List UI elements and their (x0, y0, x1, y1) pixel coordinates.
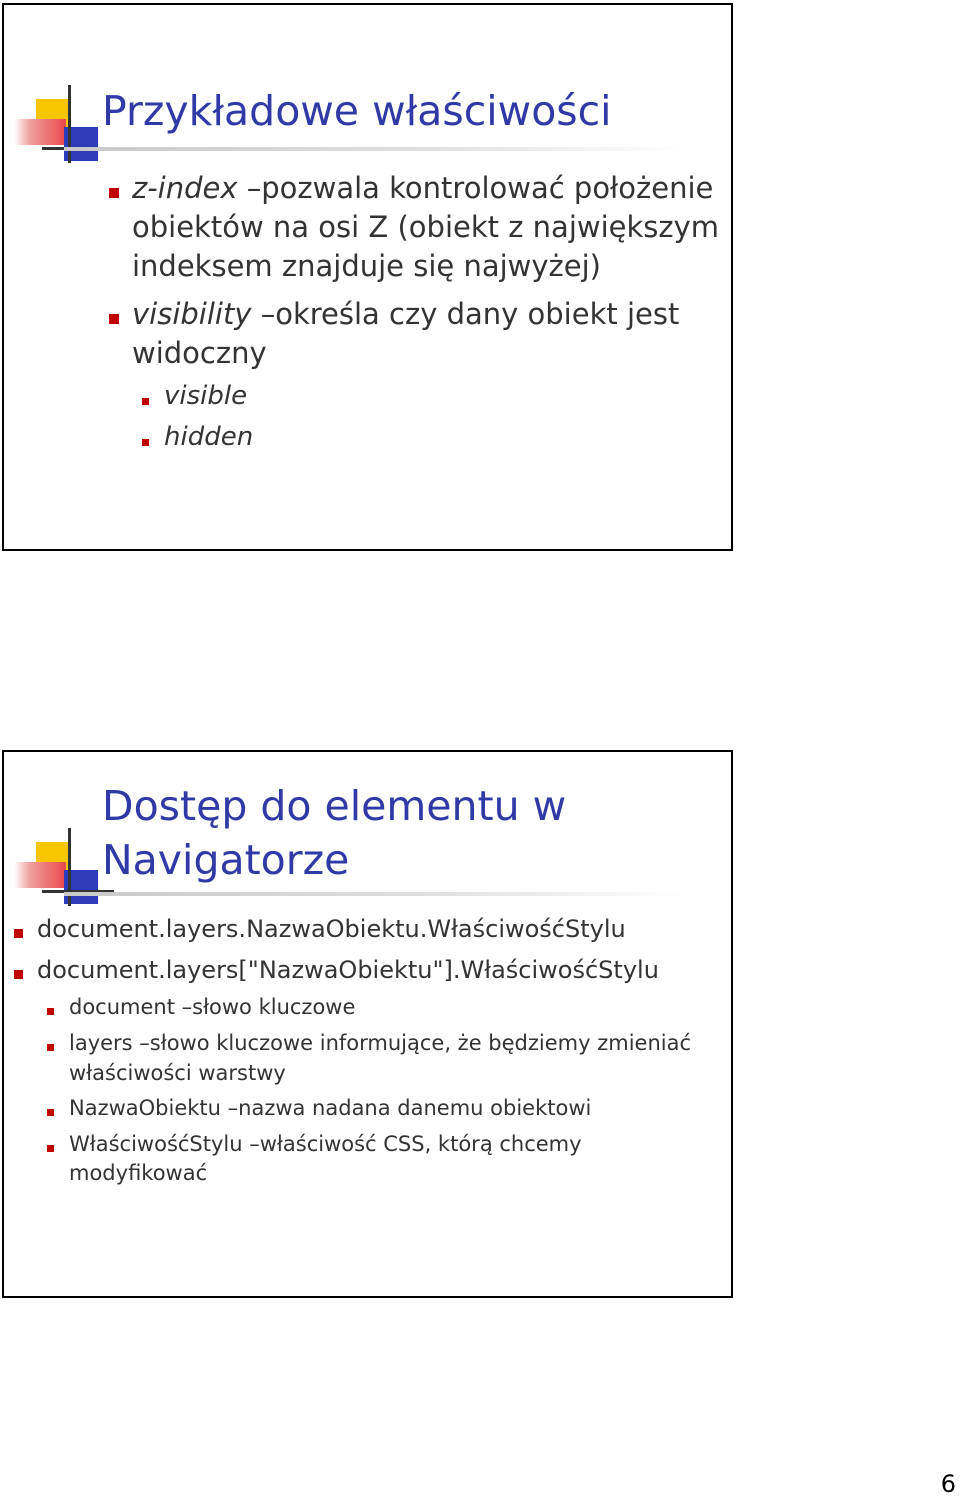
sub-list-item: layers –słowo kluczowe informujące, że będziemy zmieniać (69, 1031, 692, 1055)
sub-bullet-icon (47, 1109, 54, 1116)
title-underline (64, 147, 684, 151)
logo-red-bar (14, 119, 66, 145)
sub-bullet-icon (47, 1008, 54, 1015)
item-term: visibility (132, 297, 252, 331)
sub-bullet-icon (47, 1044, 54, 1051)
bullet-icon (14, 929, 23, 938)
sub-list-item: WłaściwośćStylu –właściwość CSS, którą chcemy (69, 1132, 582, 1156)
sub-list-item: document –słowo kluczowe (69, 995, 356, 1019)
slide-title-line-1: Dostęp do elementu w (102, 782, 567, 830)
logo-vertical-line (68, 85, 71, 163)
slide-title: Przykładowe właściwości (102, 87, 612, 135)
list-item-continuation: widoczny (132, 336, 267, 370)
list-item: document.layers.NazwaObiektu.WłaściwośćStylu (37, 915, 626, 943)
page-number: 6 (940, 1470, 956, 1498)
logo-red-bar (14, 862, 66, 888)
list-item-continuation: indeksem znajduje się najwyżej) (132, 249, 601, 283)
sub-bullet-icon (142, 398, 149, 405)
list-item-continuation: obiektów na osi Z (obiekt z największym (132, 210, 720, 244)
sub-list-item: NazwaObiektu –nazwa nadana danemu obiektowi (69, 1096, 592, 1120)
bullet-icon (109, 314, 119, 324)
item-text: –pozwala kontrolować położenie (237, 171, 714, 205)
slide-1 (2, 3, 733, 551)
list-item: document.layers["NazwaObiektu"].WłaściwośćStylu (37, 956, 659, 984)
list-item (132, 297, 679, 331)
bullet-icon (109, 188, 119, 198)
slide-title-line-2: Navigatorze (102, 836, 350, 884)
sub-list-item-continuation: modyfikować (69, 1161, 208, 1185)
title-underline (64, 892, 684, 896)
slide-2 (2, 750, 733, 1298)
item-term: z-index (132, 171, 238, 205)
sub-list-item: visible (164, 381, 248, 411)
sub-list-item: hidden (164, 422, 254, 452)
list-item (132, 171, 713, 205)
sub-bullet-icon (142, 439, 149, 446)
bullet-icon (14, 970, 23, 979)
sub-list-item-continuation: właściwości warstwy (69, 1061, 286, 1085)
item-text: –określa czy dany obiekt jest (251, 297, 680, 331)
sub-bullet-icon (47, 1145, 54, 1152)
